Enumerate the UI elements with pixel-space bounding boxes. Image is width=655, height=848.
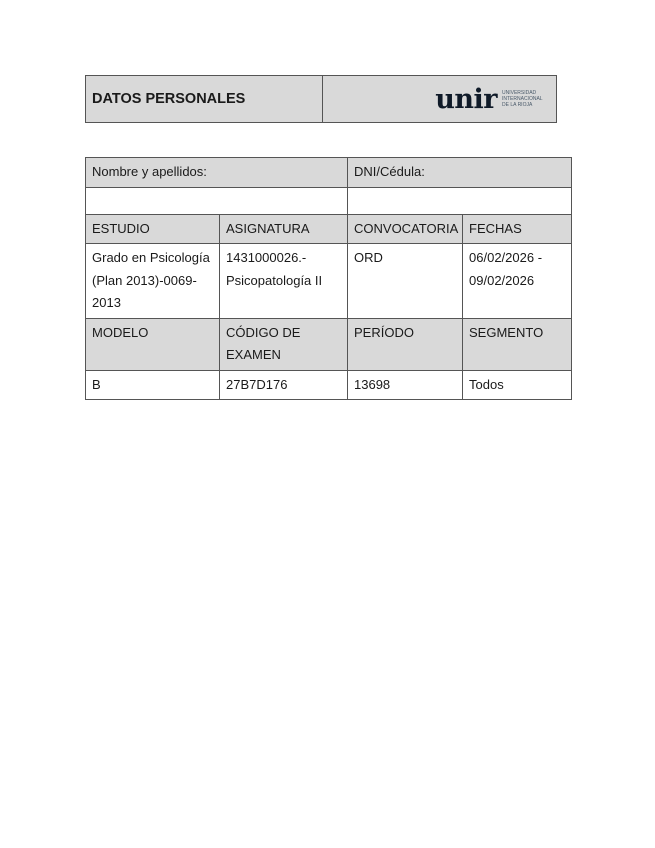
dni-label: DNI/Cédula: <box>348 158 572 188</box>
dni-value[interactable] <box>348 187 572 214</box>
header-fechas: FECHAS <box>463 214 572 244</box>
header-codigo-examen: CÓDIGO DE EXAMEN <box>220 318 348 370</box>
value-convocatoria: ORD <box>348 244 463 319</box>
value-modelo: B <box>86 370 220 400</box>
study-header-row <box>86 214 572 244</box>
value-codigo-examen: 27B7D176 <box>220 370 348 400</box>
model-header-row <box>86 318 572 370</box>
value-estudio: Grado en Psicología (Plan 2013)-0069-2013 <box>86 244 220 319</box>
name-value-row <box>86 187 572 214</box>
logo-wordmark: unir <box>435 83 497 115</box>
personal-data-header <box>85 75 557 123</box>
header-segmento: SEGMENTO <box>463 318 572 370</box>
name-value[interactable] <box>86 187 348 214</box>
model-value-row <box>86 370 572 400</box>
header-estudio: ESTUDIO <box>86 214 220 244</box>
name-row <box>86 158 572 188</box>
exam-data-table <box>85 157 572 400</box>
value-periodo: 13698 <box>348 370 463 400</box>
unir-logo <box>323 76 556 122</box>
header-convocatoria: CONVOCATORIA <box>348 214 463 244</box>
header-modelo: MODELO <box>86 318 220 370</box>
header-asignatura: ASIGNATURA <box>220 214 348 244</box>
value-asignatura: 1431000026.- Psicopatología II <box>220 244 348 319</box>
header-periodo: PERÍODO <box>348 318 463 370</box>
name-label: Nombre y apellidos: <box>86 158 348 188</box>
study-value-row <box>86 244 572 319</box>
logo-subtitle: UNIVERSIDAD INTERNACIONAL DE LA RIOJA <box>502 90 543 108</box>
value-fechas: 06/02/2026 - 09/02/2026 <box>463 244 572 319</box>
header-title: DATOS PERSONALES <box>86 76 323 122</box>
value-segmento: Todos <box>463 370 572 400</box>
